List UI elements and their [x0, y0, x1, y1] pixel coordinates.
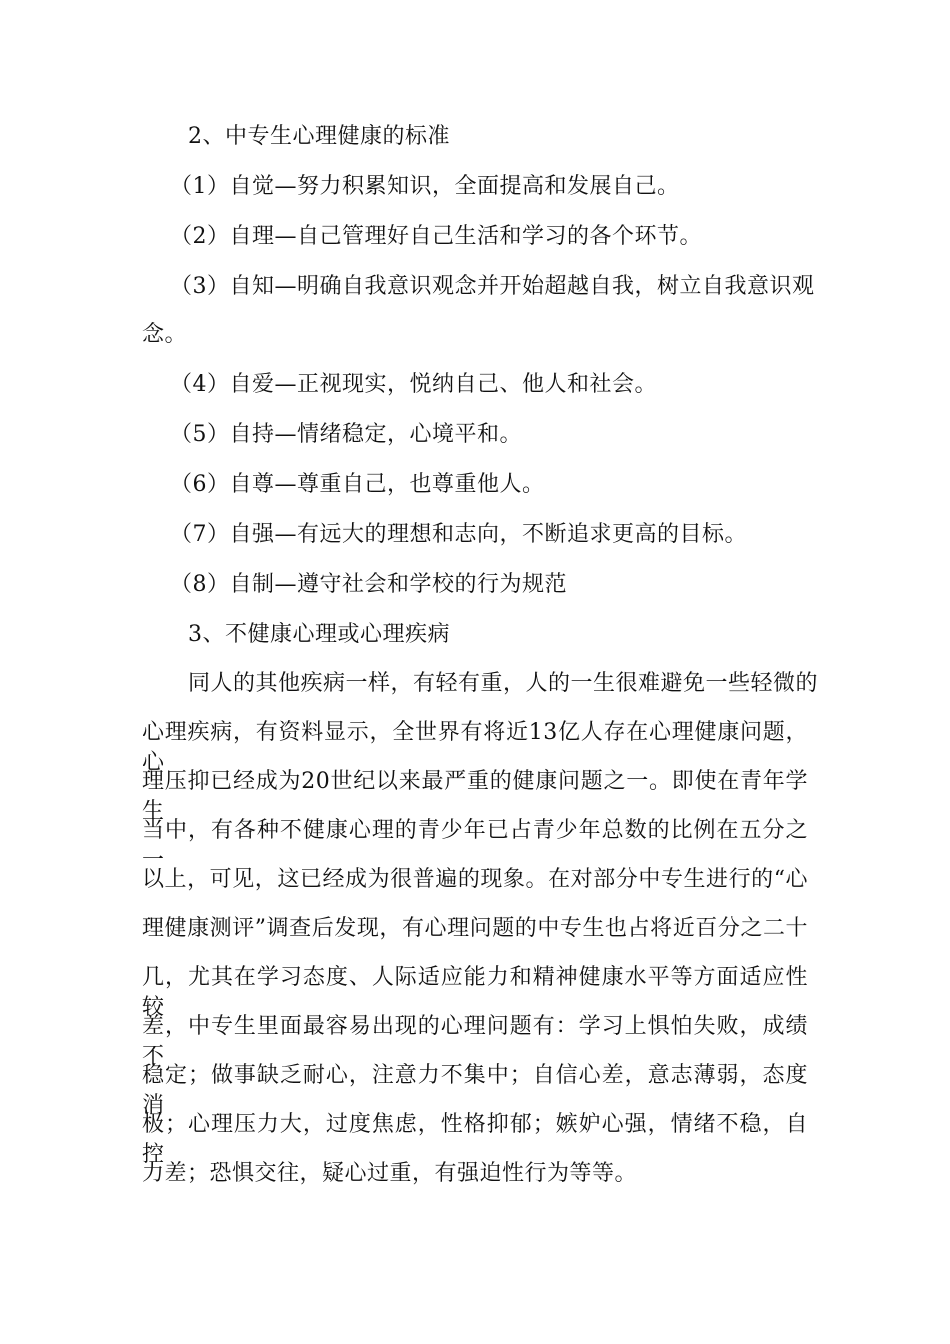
- standard-item-3: （3）自知—明确自我意识观念并开始超越自我，树立自我意识观: [170, 274, 815, 299]
- section-2-heading: 2、中专生心理健康的标准: [188, 124, 450, 149]
- paragraph-line: 稳定；做事缺乏耐心，注意力不集中；自信心差，意志薄弱，态度消: [142, 1063, 808, 1118]
- paragraph-line: 差，中专生里面最容易出现的心理问题有：学习上惧怕失败，成绩不: [142, 1014, 808, 1069]
- paragraph-line: 理健康测评”调查后发现，有心理问题的中专生也占将近百分之二十: [142, 916, 808, 941]
- standard-item-3-continuation: 念。: [142, 322, 188, 347]
- paragraph-line: 几，尤其在学习态度、人际适应能力和精神健康水平等方面适应性较: [142, 965, 808, 1020]
- standard-item-7: （7）自强—有远大的理想和志向，不断追求更高的目标。: [170, 522, 747, 547]
- standard-item-8: （8）自制—遵守社会和学校的行为规范: [170, 572, 567, 597]
- paragraph-line: 理压抑已经成为20世纪以来最严重的健康问题之一。即使在青年学生: [142, 769, 808, 824]
- standard-item-6: （6）自尊—尊重自己，也尊重他人。: [170, 472, 545, 497]
- paragraph-line: 心理疾病，有资料显示，全世界有将近13亿人存在心理健康问题，心: [142, 720, 808, 775]
- standard-item-4: （4）自爱—正视现实，悦纳自己、他人和社会。: [170, 372, 657, 397]
- standard-item-2: （2）自理—自己管理好自己生活和学习的各个环节。: [170, 224, 702, 249]
- paragraph-line: 极；心理压力大，过度焦虑，性格抑郁；嫉妒心强，情绪不稳，自控: [142, 1112, 808, 1167]
- paragraph-line: 以上，可见，这已经成为很普遍的现象。在对部分中专生进行的“心: [142, 867, 808, 892]
- paragraph-line: 同人的其他疾病一样，有轻有重，人的一生很难避免一些轻微的: [188, 671, 819, 696]
- paragraph-line: 当中，有各种不健康心理的青少年已占青少年总数的比例在五分之一: [142, 818, 808, 873]
- standard-item-5: （5）自持—情绪稳定，心境平和。: [170, 422, 522, 447]
- paragraph-line: 力差；恐惧交往，疑心过重，有强迫性行为等等。: [142, 1161, 638, 1186]
- standard-item-1: （1）自觉—努力积累知识，全面提高和发展自己。: [170, 174, 680, 199]
- section-3-heading: 3、不健康心理或心理疾病: [188, 622, 450, 647]
